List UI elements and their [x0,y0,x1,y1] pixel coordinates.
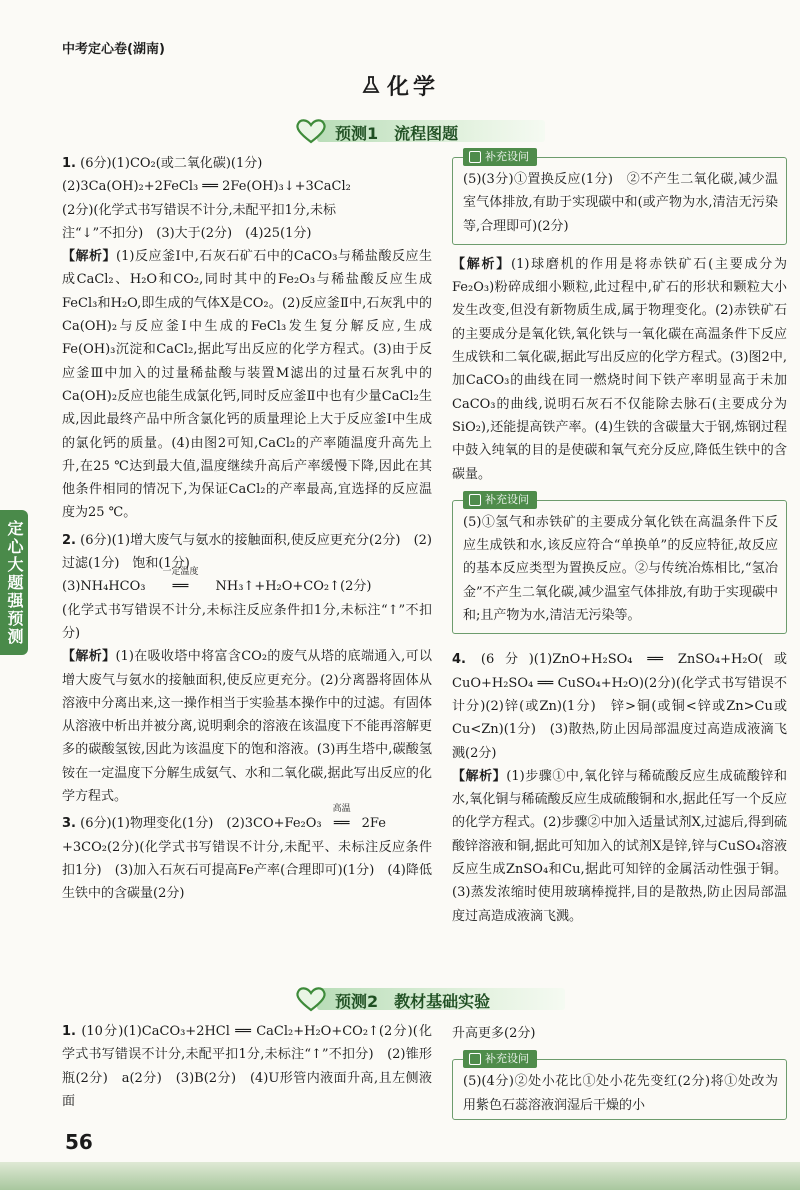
q2-analysis [62,645,432,808]
analysis-text: (1)反应釜Ⅰ中,石灰石矿石中的CaCO₃与稀盐酸反应生成CaCl₂、H₂O和CO₂,同时其中的Fe₂O₃与稀盐酸反应生成FeCl₃和H₂O,即生成的气体X是CO₂。(2)反应釜Ⅱ中,石灰乳中的Ca(OH)₂与反应釜Ⅰ中生成的FeCl₃发生复分解反应,生成Fe(OH)₃沉淀和CaCl₂,据此写出反应的化学方程式。(3)由于反应釜Ⅲ中加入的过量稀盐酸与装置M滤出的过量石灰乳中的Ca(OH)₂反应也能生成氯化钙,同时反应釜Ⅱ中也有少量CaCl₂生成,因此最终产品中所含氯化钙的质量理论上大于反应釜Ⅰ中生成的氯化钙的质量。(4)由图2可知,CaCl₂的产率随温度升高先上升,在25 ℃达到最大值,温度继续升高后产率缓慢下降,因此在其他条件相同的情况下,为保证CaCl₂的产率最高,宜选择的反应温度为25 ℃。 [62,249,432,521]
analysis-label: 【解析】 [452,256,511,272]
reaction-arrow: 高温 ══ [322,812,362,835]
q1-equation: (2)3Ca(OH)₂+2FeCl₃ ══ 2Fe(OH)₃↓+3CaCl₂ [62,179,351,195]
equation-right: 2Fe [361,816,386,832]
q4-analysis [452,765,787,928]
q2-text: (6分)(1)增大废气与氨水的接触面积,使反应更充分(2分) (2)过滤(1分) 饱和(1分) [62,532,433,572]
q3-text: +3CO₂(2分)(化学式书写错误不计分,未配平、未标注反应条件扣1分) (3)加入石灰石可提高Fe产率(合理即可)(1分) (4)降低生铁中的含碳量(2分) [62,839,432,902]
supplementary-box-3 [452,1052,787,1120]
supplementary-box-2 [452,492,787,634]
arrow-condition: 一定温度 [162,567,199,578]
q3-analysis [452,253,787,486]
q4-line1 [452,648,787,764]
side-tab: 定心大题强预测 [0,510,28,655]
q1-number: 1. [62,156,76,171]
box-text: (5)(4分)②处小花比①处小花先变红(2分)将①处改为用紫色石蕊溶液润湿后干燥的小 [463,1074,778,1113]
pencil-icon [469,151,481,163]
section2-right [452,1022,787,1120]
analysis-text: (1)球磨机的作用是将赤铁矿石(主要成分为Fe₂O₃)粉碎成细小颗粒,此过程中,矿石的形状和颗粒大小发生改变,但没有新物质生成,属于物理变化。(2)赤铁矿石的主要成分是氧化铁,氧化铁与一氧化碳在高温条件下反应生成铁和二氧化碳,据此写出反应的化学方程式。(3)图2中,加CaCO₃的曲线在同一燃烧时间下铁产率明显高于未加CaCO₃的曲线,说明石灰石不仅能除去脉石(主要成分为SiO₂),还能提高铁产率。(4)生铁的含碳量大于钢,炼钢过程中鼓入纯氧的目的是使碳和氧气充分反应,降低生铁中的含碳量。 [452,256,787,482]
box-text: (5)①氢气和赤铁矿的主要成分氧化铁在高温条件下反应生成铁和水,该反应符合“单换单”的反应特征,故反应的基本反应类型为置换反应。②与传统冶炼相比,“氢冶金”不产生二氧化碳,减少温室气体排放,有助于实现碳中和;且产物为水,清洁无污染等。 [463,514,778,624]
section-title: 预测2 教材基础实验 [335,992,491,1011]
exp-q1 [62,1020,432,1113]
q1-text: (6分)(1)CO₂(或二氧化碳)(1分) [80,156,263,171]
q1-line1 [62,152,432,175]
q2-equation [62,567,432,598]
subject-title-text: 化学 [386,75,439,100]
exp-q1-continued: 升高更多(2分) [452,1026,536,1041]
supplementary-tag [463,148,537,166]
reaction-arrow: 一定温度 ══ [146,575,216,598]
page-number: 56 [65,1130,93,1154]
q4-number: 4. [452,652,466,668]
subject-title [0,70,800,101]
section2-left [62,1020,432,1113]
pencil-icon [469,494,481,506]
q1-line4: 注“↓”不扣分) (3)大于(2分) (4)25(1分) [62,225,312,241]
left-column [62,152,432,906]
box-text: (5)(3分)①置换反应(1分) ②不产生二氧化碳,减少温室气体排放,有助于实现碳中和(或产物为水,清洁无污染等,合理即可)(2分) [463,172,778,234]
q4-text: (6分)(1)ZnO+H₂SO₄ ══ ZnSO₄+H₂O(或CuO+H₂SO₄ ══ CuSO₄+H₂O)(2分)(化学式书写错误不计分)(2)锌(或Zn)(1分) 锌>铜(或铜<锌或Zn>Cu或Cu<Zn)(1分) (3)散热,防止因局部温度过高造成液滴飞溅(2分) [452,652,787,761]
right-column [452,150,787,928]
q1-analysis [62,245,432,525]
analysis-text: (1)在吸收塔中将富含CO₂的废气从塔的底端通入,可以增大废气与氨水的接触面积,使反应更充分。(2)分离器将固体从溶液中分离出来,这一操作相当于实验基本操作中的过滤。有固体从溶液中析出并被分离,说明剩余的溶液在该温度下不能再溶解更多的碳酸氢铵,因此为该温度下的饱和溶液。(3)再生塔中,碳酸氢铵在一定温度下分解生成氨气、水和二氧化碳,据此写出反应的化学方程式。 [62,649,432,805]
equation-left: (6分)(1)物理变化(1分) (2)3CO+Fe₂O₃ [80,816,322,832]
equation-left: (3)NH₄HCO₃ [62,579,146,595]
footer-band [0,1162,800,1190]
analysis-text: (1)步骤①中,氧化锌与稀硫酸反应生成硫酸锌和水,氧化铜与稀硫酸反应生成硫酸铜和水,据此任写一个反应的化学方程式。(2)步骤②中加入适量试剂X,过滤后,得到硫酸锌溶液和铜,据此可知加入的试剂X是锌,锌与CuSO₄溶液反应生成ZnSO₄和Cu,据此可知锌的金属活动性强于铜。(3)蒸发浓缩时使用玻璃棒搅拌,目的是散热,防止因局部温度过高造成液滴飞溅。 [452,768,787,924]
pencil-icon [469,1053,481,1065]
supplementary-tag [463,491,537,509]
analysis-label: 【解析】 [62,249,117,265]
flask-icon [361,75,381,101]
heart-icon [295,986,327,1012]
q3-number: 3. [62,816,76,832]
q2-line3: (化学式书写错误不计分,未标注反应条件扣1分,未标注“↑”不扣分) [62,602,432,641]
tag-text: 补充设问 [485,1052,529,1066]
supplementary-box-1 [452,150,787,245]
exp-q1-text: (10分)(1)CaCO₃+2HCl ══ CaCl₂+H₂O+CO₂↑(2分)(化学式书写错误不计分,未配平扣1分,未标注“↑”不扣分) (2)锥形瓶(2分) a(2分) (3)B(2分) (4)U形管内液面升高,且左侧液面 [62,1024,432,1109]
book-source: 中考定心卷(湖南) [62,42,165,57]
heart-icon [295,118,327,144]
supplementary-tag [463,1050,537,1068]
section-banner-2 [295,986,565,1012]
q3-line1 [62,804,432,835]
q2-line1 [62,529,432,576]
q1-line3: (2分)(化学式书写错误不计分,未配平扣1分,未标 [62,202,337,218]
exp-q1-number: 1. [62,1024,76,1039]
arrow-condition: 高温 [332,804,351,815]
section-banner-1 [295,118,545,144]
equation-right: NH₃↑+H₂O+CO₂↑(2分) [215,579,372,595]
section-title: 预测1 流程图题 [335,124,459,143]
analysis-label: 【解析】 [62,649,116,665]
tag-text: 补充设问 [485,492,529,506]
tag-text: 补充设问 [485,150,529,163]
q2-number: 2. [62,532,76,548]
analysis-label: 【解析】 [452,768,507,784]
